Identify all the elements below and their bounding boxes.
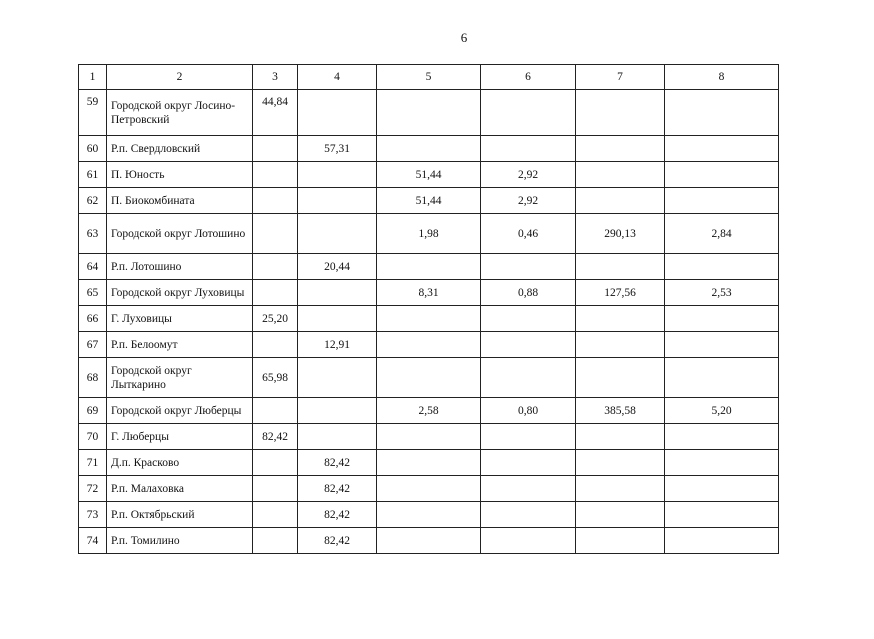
column-3-cell bbox=[253, 502, 298, 528]
column-3-cell bbox=[253, 188, 298, 214]
column-6-cell bbox=[481, 332, 576, 358]
column-7-cell bbox=[576, 502, 665, 528]
column-6-cell: 2,92 bbox=[481, 188, 576, 214]
column-6-cell: 2,92 bbox=[481, 162, 576, 188]
column-7-cell bbox=[576, 90, 665, 136]
settlement-name-cell: Р.п. Малаховка bbox=[107, 476, 253, 502]
column-6-cell bbox=[481, 528, 576, 554]
column-4-cell: 20,44 bbox=[298, 254, 377, 280]
page-number: 6 bbox=[460, 30, 468, 45]
table-row bbox=[79, 450, 779, 476]
settlement-name-cell: Городской округ Лосино-Петровский bbox=[107, 90, 253, 136]
column-3-cell: 25,20 bbox=[253, 306, 298, 332]
row-number-cell: 64 bbox=[79, 254, 107, 280]
column-5-cell bbox=[377, 254, 481, 280]
header-row bbox=[79, 65, 779, 90]
column-3-cell bbox=[253, 528, 298, 554]
row-number-cell: 63 bbox=[79, 214, 107, 254]
column-8-cell bbox=[665, 90, 779, 136]
row-number-cell: 73 bbox=[79, 502, 107, 528]
column-5-cell bbox=[377, 424, 481, 450]
column-4-cell: 57,31 bbox=[298, 136, 377, 162]
column-header: 3 bbox=[253, 65, 298, 90]
settlement-name-cell: Г. Люберцы bbox=[107, 424, 253, 450]
column-8-cell bbox=[665, 162, 779, 188]
column-8-cell bbox=[665, 502, 779, 528]
table-row bbox=[79, 214, 779, 254]
column-6-cell bbox=[481, 306, 576, 332]
column-5-cell bbox=[377, 450, 481, 476]
column-3-cell bbox=[253, 450, 298, 476]
column-8-cell: 2,84 bbox=[665, 214, 779, 254]
table-row bbox=[79, 358, 779, 398]
column-4-cell bbox=[298, 424, 377, 450]
column-4-cell: 12,91 bbox=[298, 332, 377, 358]
settlement-name-cell: Р.п. Октябрьский bbox=[107, 502, 253, 528]
row-number-cell: 62 bbox=[79, 188, 107, 214]
row-number-cell: 71 bbox=[79, 450, 107, 476]
column-8-cell bbox=[665, 306, 779, 332]
column-8-cell: 5,20 bbox=[665, 398, 779, 424]
column-header: 5 bbox=[377, 65, 481, 90]
column-4-cell bbox=[298, 280, 377, 306]
column-5-cell: 51,44 bbox=[377, 188, 481, 214]
table-row bbox=[79, 254, 779, 280]
table-row bbox=[79, 136, 779, 162]
column-3-cell bbox=[253, 398, 298, 424]
table-row bbox=[79, 424, 779, 450]
column-6-cell bbox=[481, 358, 576, 398]
settlement-name-cell: Городской округ Лыткарино bbox=[107, 358, 253, 398]
settlement-name-cell: Городской округ Люберцы bbox=[107, 398, 253, 424]
column-6-cell bbox=[481, 424, 576, 450]
column-8-cell bbox=[665, 188, 779, 214]
column-8-cell bbox=[665, 332, 779, 358]
settlement-name-cell: Р.п. Белоомут bbox=[107, 332, 253, 358]
row-number-cell: 60 bbox=[79, 136, 107, 162]
column-4-cell: 82,42 bbox=[298, 528, 377, 554]
column-8-cell bbox=[665, 136, 779, 162]
row-number-cell: 66 bbox=[79, 306, 107, 332]
data-table bbox=[78, 64, 779, 554]
column-8-cell bbox=[665, 450, 779, 476]
column-7-cell bbox=[576, 450, 665, 476]
column-7-cell bbox=[576, 162, 665, 188]
column-header: 4 bbox=[298, 65, 377, 90]
column-6-cell bbox=[481, 502, 576, 528]
table-row bbox=[79, 476, 779, 502]
column-7-cell bbox=[576, 136, 665, 162]
table-row bbox=[79, 188, 779, 214]
column-5-cell: 8,31 bbox=[377, 280, 481, 306]
row-number-cell: 74 bbox=[79, 528, 107, 554]
settlement-name-cell: Городской округ Луховицы bbox=[107, 280, 253, 306]
settlement-name-cell: Р.п. Свердловский bbox=[107, 136, 253, 162]
table-row bbox=[79, 332, 779, 358]
column-header: 2 bbox=[107, 65, 253, 90]
settlement-name-cell: П. Биокомбината bbox=[107, 188, 253, 214]
row-number-cell: 68 bbox=[79, 358, 107, 398]
column-7-cell bbox=[576, 476, 665, 502]
column-5-cell bbox=[377, 90, 481, 136]
column-6-cell bbox=[481, 136, 576, 162]
column-4-cell: 82,42 bbox=[298, 502, 377, 528]
column-5-cell bbox=[377, 528, 481, 554]
row-number-cell: 69 bbox=[79, 398, 107, 424]
column-5-cell bbox=[377, 306, 481, 332]
column-3-cell bbox=[253, 280, 298, 306]
settlement-name-cell: Г. Луховицы bbox=[107, 306, 253, 332]
column-header: 6 bbox=[481, 65, 576, 90]
row-number-cell: 61 bbox=[79, 162, 107, 188]
column-3-cell bbox=[253, 214, 298, 254]
column-7-cell: 290,13 bbox=[576, 214, 665, 254]
column-5-cell: 2,58 bbox=[377, 398, 481, 424]
row-number-cell: 72 bbox=[79, 476, 107, 502]
table-row bbox=[79, 502, 779, 528]
column-8-cell bbox=[665, 424, 779, 450]
column-6-cell: 0,88 bbox=[481, 280, 576, 306]
column-header: 8 bbox=[665, 65, 779, 90]
column-5-cell bbox=[377, 476, 481, 502]
column-6-cell bbox=[481, 254, 576, 280]
column-7-cell: 127,56 bbox=[576, 280, 665, 306]
column-6-cell bbox=[481, 90, 576, 136]
settlement-name-cell: Городской округ Лотошино bbox=[107, 214, 253, 254]
column-7-cell bbox=[576, 306, 665, 332]
column-7-cell bbox=[576, 528, 665, 554]
column-8-cell bbox=[665, 528, 779, 554]
column-5-cell bbox=[377, 358, 481, 398]
column-5-cell: 1,98 bbox=[377, 214, 481, 254]
column-3-cell bbox=[253, 136, 298, 162]
settlement-name-cell: Д.п. Красково bbox=[107, 450, 253, 476]
table-body bbox=[79, 90, 779, 554]
table-row bbox=[79, 398, 779, 424]
row-number-cell: 70 bbox=[79, 424, 107, 450]
column-4-cell: 82,42 bbox=[298, 476, 377, 502]
column-7-cell bbox=[576, 424, 665, 450]
column-header: 1 bbox=[79, 65, 107, 90]
column-3-cell: 44,84 bbox=[253, 90, 298, 136]
settlement-name-cell: Р.п. Лотошино bbox=[107, 254, 253, 280]
column-6-cell: 0,46 bbox=[481, 214, 576, 254]
column-4-cell: 82,42 bbox=[298, 450, 377, 476]
column-4-cell bbox=[298, 398, 377, 424]
column-4-cell bbox=[298, 188, 377, 214]
row-number-cell: 59 bbox=[79, 90, 107, 136]
column-6-cell: 0,80 bbox=[481, 398, 576, 424]
row-number-cell: 65 bbox=[79, 280, 107, 306]
column-6-cell bbox=[481, 476, 576, 502]
column-5-cell: 51,44 bbox=[377, 162, 481, 188]
row-number-cell: 67 bbox=[79, 332, 107, 358]
column-8-cell bbox=[665, 358, 779, 398]
column-4-cell bbox=[298, 162, 377, 188]
column-3-cell bbox=[253, 254, 298, 280]
column-4-cell bbox=[298, 358, 377, 398]
column-5-cell bbox=[377, 332, 481, 358]
table-row bbox=[79, 90, 779, 136]
table-row bbox=[79, 162, 779, 188]
column-8-cell bbox=[665, 476, 779, 502]
settlement-name-cell: Р.п. Томилино bbox=[107, 528, 253, 554]
column-4-cell bbox=[298, 214, 377, 254]
column-6-cell bbox=[481, 450, 576, 476]
column-8-cell bbox=[665, 254, 779, 280]
column-3-cell bbox=[253, 476, 298, 502]
column-4-cell bbox=[298, 306, 377, 332]
column-7-cell: 385,58 bbox=[576, 398, 665, 424]
column-5-cell bbox=[377, 136, 481, 162]
column-3-cell bbox=[253, 332, 298, 358]
table-row bbox=[79, 306, 779, 332]
column-3-cell: 82,42 bbox=[253, 424, 298, 450]
settlement-name-cell: П. Юность bbox=[107, 162, 253, 188]
column-8-cell: 2,53 bbox=[665, 280, 779, 306]
column-3-cell: 65,98 bbox=[253, 358, 298, 398]
column-3-cell bbox=[253, 162, 298, 188]
table-row bbox=[79, 528, 779, 554]
column-7-cell bbox=[576, 332, 665, 358]
table-row bbox=[79, 280, 779, 306]
column-5-cell bbox=[377, 502, 481, 528]
column-7-cell bbox=[576, 358, 665, 398]
column-7-cell bbox=[576, 188, 665, 214]
column-4-cell bbox=[298, 90, 377, 136]
column-7-cell bbox=[576, 254, 665, 280]
column-header: 7 bbox=[576, 65, 665, 90]
